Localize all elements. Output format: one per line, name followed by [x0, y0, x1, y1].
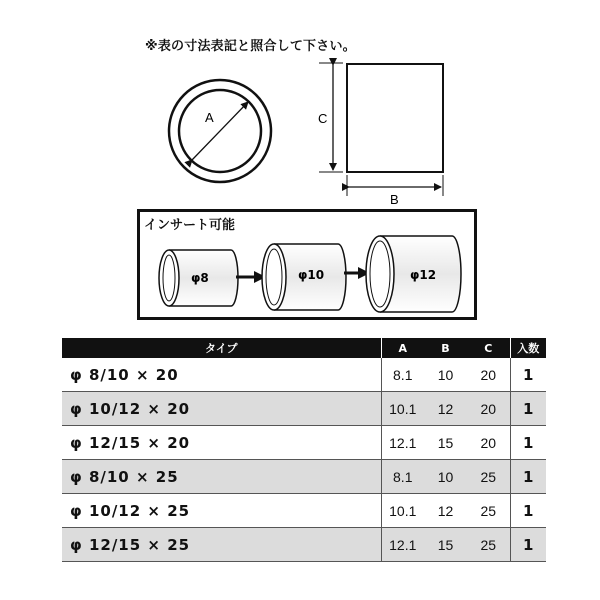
dimension-note: ※表の寸法表記と照合して下さい。: [145, 39, 356, 54]
tube-side-view: [318, 63, 443, 207]
table-row: [62, 358, 546, 392]
row-a: 10.1: [381, 494, 424, 528]
insert-size-label: φ12: [410, 268, 437, 282]
row-c: 20: [467, 392, 510, 426]
row-type: φ 8/10 × 20: [62, 358, 381, 392]
header-c: C: [467, 338, 510, 358]
row-c: 25: [467, 460, 510, 494]
row-qty: 1: [510, 528, 546, 562]
header-b: B: [424, 338, 467, 358]
header-type: タイプ: [62, 338, 381, 358]
table-row: [62, 528, 546, 562]
table-row: [62, 392, 546, 426]
row-qty: 1: [510, 426, 546, 460]
insert-title: インサート可能: [144, 218, 236, 233]
table-row: [62, 494, 546, 528]
row-type: φ 12/15 × 20: [62, 426, 381, 460]
row-b: 10: [424, 358, 467, 392]
row-b: 12: [424, 392, 467, 426]
dimension-c-label: C: [318, 111, 328, 126]
row-type: φ 12/15 × 25: [62, 528, 381, 562]
dimension-a-label: A: [205, 110, 214, 125]
row-c: 20: [467, 358, 510, 392]
row-qty: 1: [510, 358, 546, 392]
row-type: φ 8/10 × 25: [62, 460, 381, 494]
row-a: 10.1: [381, 392, 424, 426]
row-type: φ 10/12 × 20: [62, 392, 381, 426]
insert-size-label: φ8: [191, 271, 209, 285]
header-a: A: [381, 338, 424, 358]
row-c: 20: [467, 426, 510, 460]
row-a: 8.1: [381, 460, 424, 494]
row-a: 12.1: [381, 426, 424, 460]
insert-size-label: φ10: [298, 268, 325, 282]
header-qty: 入数: [510, 338, 546, 358]
spec-table: [62, 338, 546, 562]
dimension-b-label: B: [390, 192, 399, 207]
row-a: 8.1: [381, 358, 424, 392]
row-qty: 1: [510, 494, 546, 528]
row-a: 12.1: [381, 528, 424, 562]
row-qty: 1: [510, 392, 546, 426]
table-header-row: [62, 338, 546, 358]
table-row: [62, 460, 546, 494]
row-b: 12: [424, 494, 467, 528]
table-row: [62, 426, 546, 460]
row-c: 25: [467, 494, 510, 528]
row-c: 25: [467, 528, 510, 562]
row-b: 15: [424, 528, 467, 562]
row-b: 10: [424, 460, 467, 494]
row-type: φ 10/12 × 25: [62, 494, 381, 528]
ring-end-view: [169, 80, 271, 182]
row-b: 15: [424, 426, 467, 460]
row-qty: 1: [510, 460, 546, 494]
